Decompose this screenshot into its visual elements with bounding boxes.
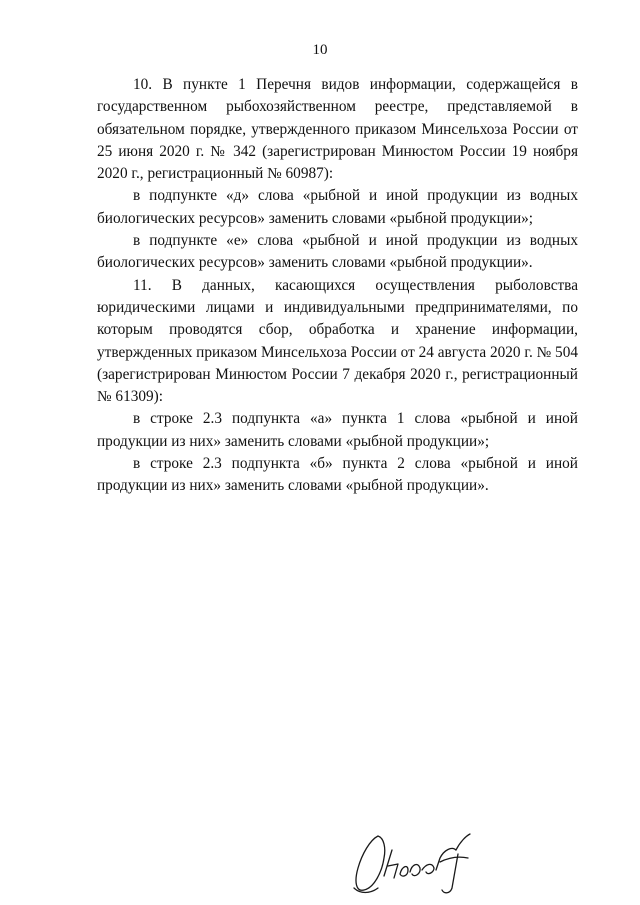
paragraph-subitem-d: в подпункте «д» слова «рыбной и иной продукции из водных биологических ресурсов» заменить словами «рыбной продукции»; (97, 187, 578, 227)
page-number: 10 (312, 42, 328, 58)
paragraph-subitem-a: в строке 2.3 подпункта «а» пункта 1 слова «рыбной и иной продукции из них» заменить словами «рыбной продукции»; (97, 410, 578, 450)
document-body (97, 74, 578, 498)
handwritten-signature (348, 828, 478, 898)
paragraph-subitem-e: в подпункте «е» слова «рыбной и иной продукции из водных биологических ресурсов» заменить словами «рыбной продукции». (97, 232, 578, 272)
paragraph-11: 11. В данных, касающихся осуществления рыболовства юридическими лицами и индивидуальными предпринимателями, по которым проводятся сбор, обработка и хранение информации, утвержденных приказом Минсельхоза России от 24 августа 2020 г. № 504 (зарегистрирован Минюстом России 7 декабря 2020 г., регистрационный № 61309): (97, 276, 578, 406)
paragraph-10: 10. В пункте 1 Перечня видов информации, содержащейся в государственном рыбохозяйственном реестре, представляемой в обязательном порядке, утвержденного приказом Минсельхоза России от 25 июня 2020 г. № 342 (зарегистрирован Минюстом России 19 ноября 2020 г., регистрационный № 60987): (97, 76, 578, 183)
paragraph-subitem-b: в строке 2.3 подпункта «б» пункта 2 слова «рыбной и иной продукции из них» заменить словами «рыбной продукции». (97, 455, 578, 495)
